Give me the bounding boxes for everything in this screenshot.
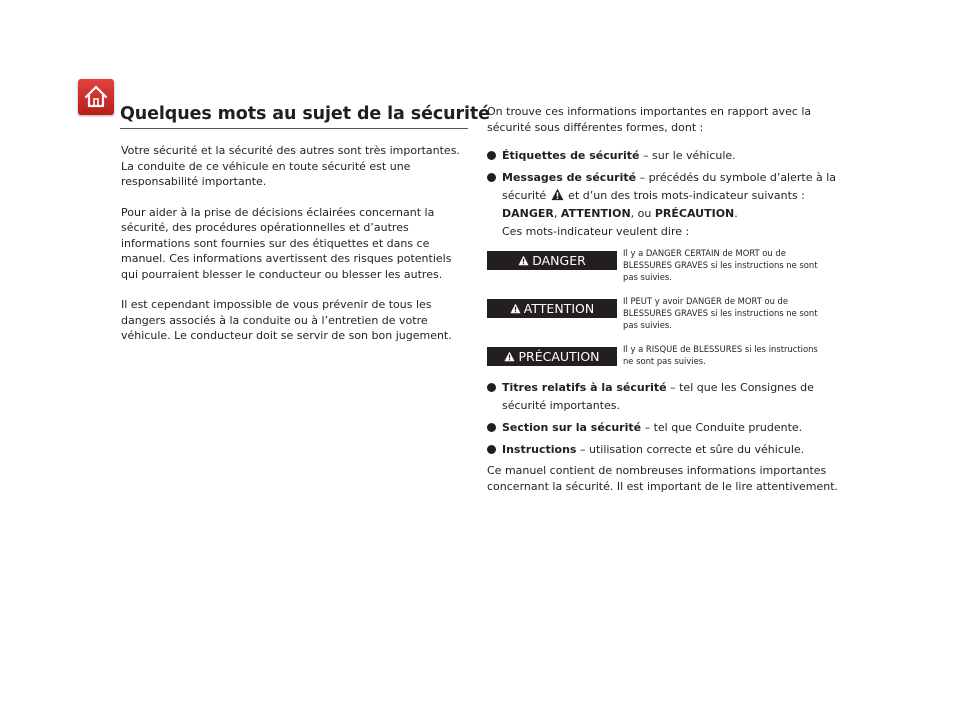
intro-text: On trouve ces informations importantes en rapport avec la sécurité sous différentes formes, dont : [487,105,812,134]
list-item: Messages de sécurité – précédés du symbole d’alerte à la sécurité et d’un des trois mots-indicateur suivants : DANGER, ATTENTION, ou PRÉCAUTION. Ces mots-indicateur veulent dire : [487,169,847,241]
list-item: Titres relatifs à la sécurité – tel que les Consignes de sécurité importantes. [487,379,847,415]
home-icon [83,84,109,110]
danger-label: DANGER [487,251,617,270]
safety-forms-list-continued [487,379,847,459]
signal-row-danger [487,247,847,283]
bullet-icon [487,423,496,432]
safety-alert-icon [551,188,564,201]
attention-label: ATTENTION [487,299,617,318]
signal-words-table [487,247,847,367]
paragraph-1: Votre sécurité et la sécurité des autres sont très importantes. La conduite de ce véhicule en toute sécurité est une responsabilité importante. [121,144,460,188]
safety-alert-icon [510,303,521,314]
safety-forms-list [487,147,847,241]
closing-text: Ce manuel contient de nombreuses informations importantes concernant la sécurité. Il est important de le lire attentivement. [487,464,839,493]
signal-row-attention [487,295,847,331]
safety-alert-icon [518,255,529,266]
bullet-icon [487,173,496,182]
danger-description: Il y a DANGER CERTAIN de MORT ou de BLESSURES GRAVES si les instructions ne sont pas suivies. [623,248,818,282]
right-column [487,104,847,494]
precaution-label: PRÉCAUTION [487,347,617,366]
paragraph-3: Il est cependant impossible de vous prévenir de tous les dangers associés à la conduite ou à l’entretien de votre véhicule. Le conducteur doit se servir de son bon jugement. [121,298,452,342]
list-item: Étiquettes de sécurité – sur le véhicule. [487,147,847,165]
precaution-description: Il y a RISQUE de BLESSURES si les instructions ne sont pas suivies. [623,344,818,366]
signal-row-precaution [487,343,847,367]
left-column [121,143,469,359]
list-item: Section sur la sécurité – tel que Conduite prudente. [487,419,847,437]
bullet-icon [487,383,496,392]
paragraph-2: Pour aider à la prise de décisions éclairées concernant la sécurité, des procédures opérationnelles et d’autres informations sont fournies sur des étiquettes et dans ce manuel. Ces informations avertissent des risques potentiels qui pourraient blesser le conducteur ou blesser les autres. [121,205,452,281]
list-item: Instructions – utilisation correcte et sûre du véhicule. [487,441,847,459]
title-divider [120,128,468,129]
home-button[interactable] [78,79,114,115]
safety-alert-icon [504,351,515,362]
page-title: Quelques mots au sujet de la sécurité [120,104,490,124]
bullet-icon [487,445,496,454]
attention-description: Il PEUT y avoir DANGER de MORT ou de BLESSURES GRAVES si les instructions ne sont pas suivies. [623,296,818,330]
bullet-icon [487,151,496,160]
